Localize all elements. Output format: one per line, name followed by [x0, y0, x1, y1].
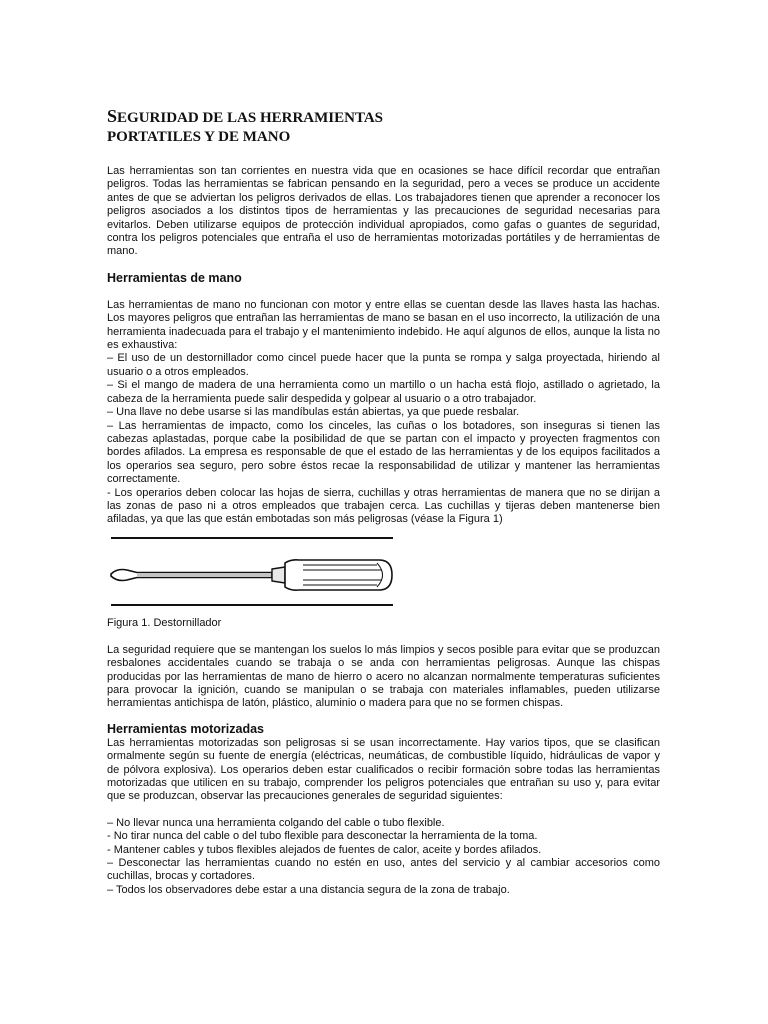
hand-tools-item: - Los operarios deben colocar las hojas de sierra, cuchillas y otras herramientas de manera que no se dirijan a las zonas de paso ni a otros empleados que trabajen cerca. Las cuchillas y tijeras deben mantenerse bien afiladas, ya que las que están embotadas son más peligrosas (véase la Figura 1): [107, 486, 660, 526]
hand-tools-item: – El uso de un destornillador como cincel puede hacer que la punta se rompa y salga proyectada, hiriendo al usuario o a otros empleados.: [107, 352, 660, 378]
hand-tools-intro: Las herramientas de mano no funcionan con motor y entre ellas se cuentan desde las llaves hasta las hachas. Los mayores peligros que entrañan las herramientas de mano se basan en el uso incorrecto, la utilización de una herramienta inadecuada para el trabajo y el mantenimiento indebido. He aquí algunos de ellos, aunque la lista no es exhaustiva:: [107, 298, 660, 352]
figure-bottom-rule: [111, 604, 393, 606]
title-initial: S: [107, 106, 118, 126]
figure-top-rule: [111, 537, 393, 539]
heading-power-tools: Herramientas motorizadas: [107, 721, 265, 736]
title-line2: PORTATILES Y DE MANO: [107, 129, 291, 145]
power-tools-item: – No llevar nunca una herramienta colgando del cable o tubo flexible.: [107, 816, 445, 829]
hand-tools-item: – Si el mango de madera de una herramienta como un martillo o un hacha está flojo, astillado o agrietado, la cabeza de la herramienta puede salir despedida y golpear al usuario o a otro trabajador.: [107, 379, 660, 405]
figure-caption: Figura 1. Destornillador: [107, 616, 222, 629]
heading-hand-tools: Herramientas de mano: [107, 270, 242, 285]
hand-tools-safety-paragraph: La seguridad requiere que se mantengan los suelos lo más limpios y secos posible para evitar que se produzcan resbalones accidentales cuando se trabaja o se anda con herramientas peligrosas. Aunque las chispas producidas por las herramientas de mano de hierro o acero no alcanzan normalmente temperaturas suficientes para provocar la ignición, cuando se manipulan o se trabaja con materiales inflamables, pueden utilizarse herramientas antichispa de latón, plástico, aluminio o madera para que no se formen chispas.: [107, 643, 660, 710]
power-tools-item: – Todos los observadores debe estar a una distancia segura de la zona de trabajo.: [107, 883, 510, 896]
figure-screwdriver: [107, 527, 660, 617]
power-tools-intro: Las herramientas motorizadas son peligrosas si se usan incorrectamente. Hay varios tipos, que se clasifican ormalmente según su fuente de energía (eléctricas, neumáticas, de combustible líquido, hidráulicas de vapor y de pólvora explosiva). Los operarios deben estar cualificados o recibir formación sobre todas las herramientas motorizadas que utilicen en su trabajo, comprender los peligros potenciales que entrañan su uso y, para evitar que se produzcan, observar las precauciones generales de seguridad siguientes:: [107, 736, 660, 803]
power-tools-item: - Mantener cables y tubos flexibles alejados de fuentes de calor, aceite y bordes afilados.: [107, 843, 542, 856]
hand-tools-item: – Las herramientas de impacto, como los cinceles, las cuñas o los botadores, son inseguras si tienen las cabezas aplastadas, porque cabe la posibilidad de que se partan con el impacto y proyecten fragmentos con bordes afilados. La empresa es responsable de que el estado de las herramientas y de los equipos facilitados a los operarios sea seguro, pero sobre éstos recae la responsabilidad de utilizar y mantener las herramientas correctamente.: [107, 419, 660, 486]
power-tools-item: – Desconectar las herramientas cuando no estén en uso, antes del servicio y al cambiar accesorios como cuchillas, brocas y cortadores.: [107, 857, 660, 883]
title-line1: EGURIDAD DE LAS HERRAMIENTAS: [117, 110, 384, 126]
intro-paragraph: Las herramientas son tan corrientes en nuestra vida que en ocasiones se hace difícil recordar que entrañan peligros. Todas las herramientas se fabrican pensando en la seguridad, pero a veces se produce un accidente antes de que se adviertan los peligros derivados de ellas. Los trabajadores tienen que aprender a reconocer los peligros asociados a los distintos tipos de herramientas y las precauciones de seguridad necesarias para evitarlos. Deben utilizarse equipos de protección individual apropiados, como gafas o guantes de seguridad, contra los peligros potenciales que entraña el uso de herramientas motorizadas portátiles y de herramientas de mano.: [107, 165, 660, 258]
screwdriver-icon: [107, 555, 397, 595]
document-content: [107, 107, 660, 897]
document-title: [107, 107, 660, 147]
power-tools-item: - No tirar nunca del cable o del tubo flexible para desconectar la herramienta de la toma.: [107, 830, 538, 843]
hand-tools-item: – Una llave no debe usarse si las mandíbulas están abiertas, ya que puede resbalar.: [107, 406, 520, 419]
